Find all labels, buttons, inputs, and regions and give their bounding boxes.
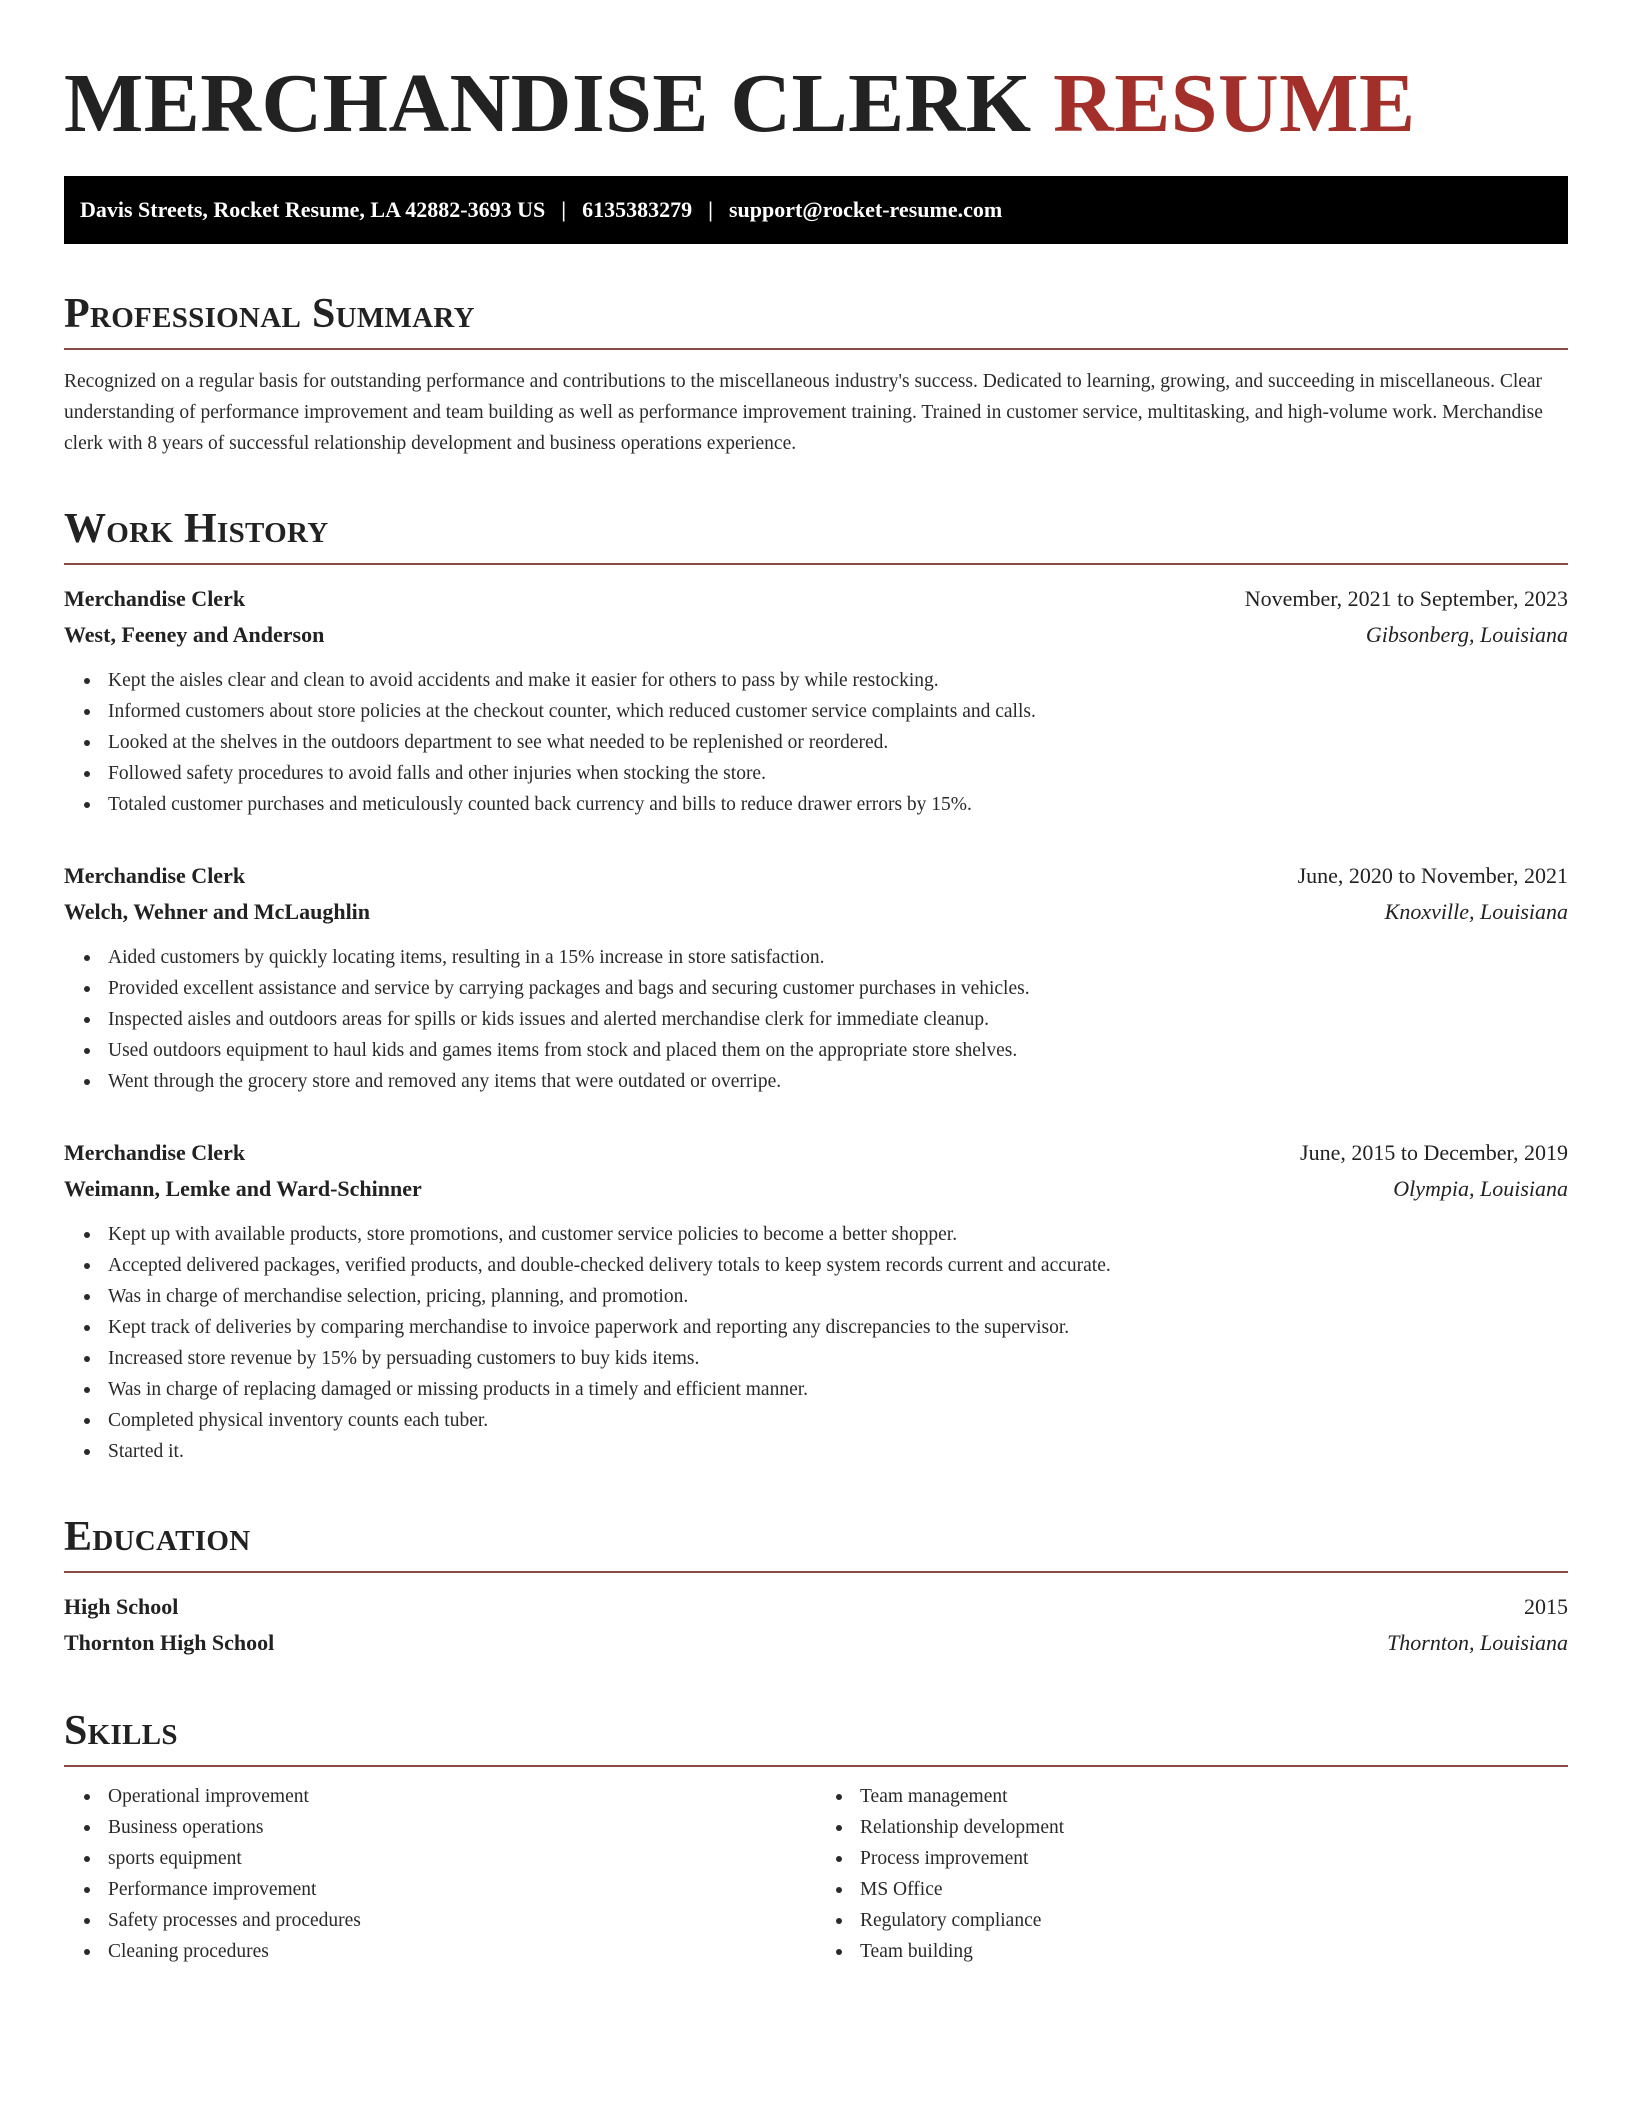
job-bullet: Was in charge of merchandise selection, pricing, planning, and promotion. <box>108 1281 1568 1312</box>
skills-column-right <box>816 1781 1568 1967</box>
education-school: Thornton High School <box>64 1630 275 1655</box>
section-divider <box>64 563 1568 565</box>
skill-item: Team building <box>860 1936 1568 1967</box>
skills-grid <box>64 1781 1568 1967</box>
education-year: 2015 <box>1524 1594 1568 1619</box>
section-divider <box>64 1765 1568 1767</box>
section-divider <box>64 348 1568 350</box>
contact-separator: | <box>708 197 713 222</box>
contact-phone: 6135383279 <box>582 197 693 222</box>
job-title: Merchandise Clerk <box>64 1140 246 1165</box>
job-bullet: Kept track of deliveries by comparing merchandise to invoice paperwork and reporting any discrepancies to the supervisor. <box>108 1312 1568 1343</box>
job-company: Weimann, Lemke and Ward-Schinner <box>64 1176 422 1201</box>
job-title: Merchandise Clerk <box>64 586 246 611</box>
job-title-row <box>64 858 1568 894</box>
job-bullet: Totaled customer purchases and meticulously counted back currency and bills to reduce drawer errors by 15%. <box>108 789 1568 820</box>
job-bullet: Looked at the shelves in the outdoors department to see what needed to be replenished or reordered. <box>108 727 1568 758</box>
job-company-row <box>64 894 1568 930</box>
job-bullet: Was in charge of replacing damaged or missing products in a timely and efficient manner. <box>108 1374 1568 1405</box>
job-entry <box>64 858 1568 1097</box>
resume-title <box>64 0 1568 154</box>
section-divider <box>64 1571 1568 1573</box>
section-title-education: Education <box>64 1514 251 1560</box>
job-dates: November, 2021 to September, 2023 <box>1244 586 1568 611</box>
job-company-row <box>64 1171 1568 1207</box>
job-bullet: Kept up with available products, store promotions, and customer service policies to become a better shopper. <box>108 1219 1568 1250</box>
skill-item: Process improvement <box>860 1843 1568 1874</box>
job-bullet: Provided excellent assistance and service by carrying packages and bags and securing customer purchases in vehicles. <box>108 973 1568 1004</box>
title-accent: RESUME <box>1053 57 1416 150</box>
section-title-skills: Skills <box>64 1708 178 1754</box>
job-dates: June, 2015 to December, 2019 <box>1300 1140 1568 1165</box>
education-school-row <box>64 1625 1568 1661</box>
skill-item: sports equipment <box>108 1843 816 1874</box>
job-bullets <box>64 942 1568 1097</box>
skill-item: Cleaning procedures <box>108 1936 816 1967</box>
job-company: Welch, Wehner and McLaughlin <box>64 899 371 924</box>
job-company-row <box>64 617 1568 653</box>
job-bullet: Used outdoors equipment to haul kids and games items from stock and placed them on the appropriate store shelves. <box>108 1035 1568 1066</box>
job-location: Olympia, Louisiana <box>1393 1176 1568 1201</box>
skill-item: Business operations <box>108 1812 816 1843</box>
job-bullet: Inspected aisles and outdoors areas for spills or kids issues and alerted merchandise clerk for immediate cleanup. <box>108 1004 1568 1035</box>
education-degree: High School <box>64 1594 179 1619</box>
job-bullets <box>64 665 1568 820</box>
contact-bar <box>64 176 1568 244</box>
skill-item: MS Office <box>860 1874 1568 1905</box>
job-location: Gibsonberg, Louisiana <box>1365 622 1568 647</box>
job-company: West, Feeney and Anderson <box>64 622 325 647</box>
contact-address: Davis Streets, Rocket Resume, LA 42882-3693 US <box>80 197 546 222</box>
work-history-list <box>64 581 1568 1467</box>
job-entry <box>64 1135 1568 1467</box>
job-bullets <box>64 1219 1568 1467</box>
section-title-work-history: Work History <box>64 506 329 552</box>
job-dates: June, 2020 to November, 2021 <box>1297 863 1568 888</box>
job-bullet: Informed customers about store policies at the checkout counter, which reduced customer service complaints and calls. <box>108 696 1568 727</box>
skill-item: Performance improvement <box>108 1874 816 1905</box>
section-title-summary: Professional Summary <box>64 291 475 337</box>
job-bullet: Completed physical inventory counts each tuber. <box>108 1405 1568 1436</box>
job-bullet: Kept the aisles clear and clean to avoid accidents and make it easier for others to pass by while restocking. <box>108 665 1568 696</box>
skill-item: Safety processes and procedures <box>108 1905 816 1936</box>
job-bullet: Aided customers by quickly locating items, resulting in a 15% increase in store satisfaction. <box>108 942 1568 973</box>
job-bullet: Went through the grocery store and removed any items that were outdated or overripe. <box>108 1066 1568 1097</box>
contact-separator: | <box>561 197 567 222</box>
job-bullet: Followed safety procedures to avoid falls and other injuries when stocking the store. <box>108 758 1568 789</box>
job-location: Knoxville, Louisiana <box>1384 899 1568 924</box>
job-bullet: Started it. <box>108 1436 1568 1467</box>
job-title-row <box>64 1135 1568 1171</box>
education-degree-row <box>64 1589 1568 1625</box>
summary-text: Recognized on a regular basis for outstanding performance and contributions to the miscellaneous industry's success. Dedicated to learning, growing, and succeeding in miscellaneous. Clear understanding of performance improvement and team building as well as performance improvement training. Trained in customer service, multitasking, and high-volume work. Merchandise clerk with 8 years of successful relationship development and business operations experience. <box>64 371 1543 454</box>
title-main: MERCHANDISE CLERK <box>64 57 1032 150</box>
skills-column-left <box>64 1781 816 1967</box>
job-bullet: Accepted delivered packages, verified products, and double-checked delivery totals to keep system records current and accurate. <box>108 1250 1568 1281</box>
skill-item: Team management <box>860 1781 1568 1812</box>
job-title-row <box>64 581 1568 617</box>
resume-page <box>64 0 1568 1967</box>
job-entry <box>64 581 1568 820</box>
job-title: Merchandise Clerk <box>64 863 246 888</box>
education-entry <box>64 1589 1568 1661</box>
skill-item: Regulatory compliance <box>860 1905 1568 1936</box>
job-bullet: Increased store revenue by 15% by persuading customers to buy kids items. <box>108 1343 1568 1374</box>
contact-email[interactable]: support@rocket-resume.com <box>728 197 1003 222</box>
skill-item: Operational improvement <box>108 1781 816 1812</box>
skill-item: Relationship development <box>860 1812 1568 1843</box>
education-location: Thornton, Louisiana <box>1387 1630 1568 1655</box>
